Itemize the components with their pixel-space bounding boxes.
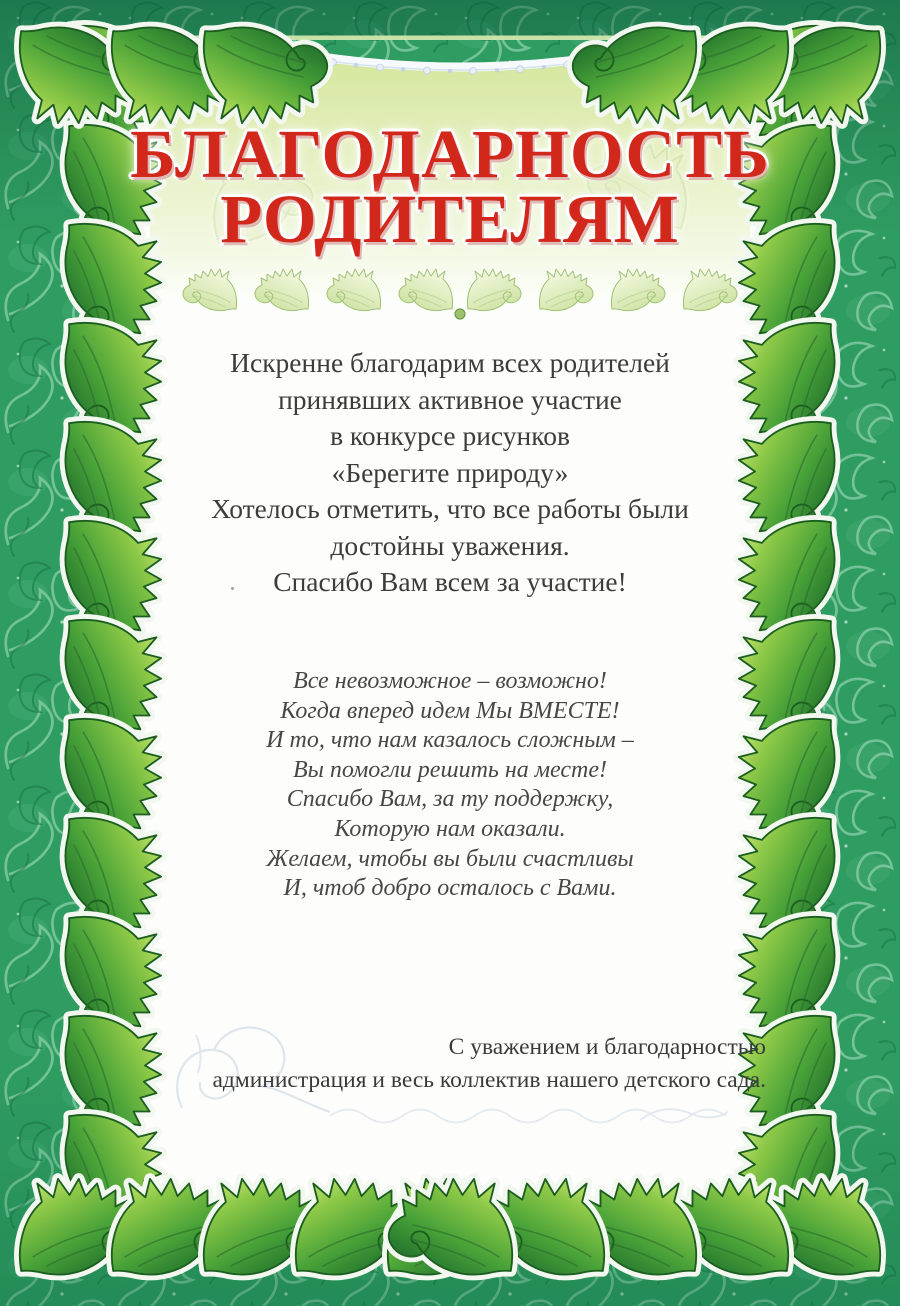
greeting-line: принявших активное участие	[278, 383, 622, 415]
signature-line: С уважением и благодарностью	[448, 1034, 766, 1060]
poem-line: И то, что нам казалось сложным –	[266, 727, 634, 754]
poem-line: Спасибо Вам, за ту поддержку,	[286, 786, 614, 813]
poem-line: Желаем, чтобы вы были счастливы	[266, 845, 634, 872]
poem-line: Все невозможное – возможно!	[293, 668, 607, 694]
signature-line: администрация и весь коллектив нашего детского сада.	[212, 1067, 766, 1093]
stray-dot	[231, 587, 234, 590]
greeting-line: «Берегите природу»	[331, 456, 569, 488]
poem-line: И, чтоб добро осталось с Вами.	[283, 875, 617, 902]
poem-text	[150, 667, 750, 904]
signature-text	[206, 1031, 766, 1097]
poem-line: Вы помогли решить на месте!	[292, 756, 608, 783]
greeting-line: Спасибо Вам всем за участие!	[273, 566, 627, 597]
greeting-line: в конкурсе рисунков	[330, 420, 570, 451]
greeting-line: Искренне благодарим всех родителей	[230, 347, 670, 378]
poem-line: Когда вперед идем Мы ВМЕСТЕ!	[280, 697, 620, 724]
certificate-title	[0, 116, 900, 257]
title-line-1: БЛАГОДАРНОСТЬ	[130, 116, 770, 192]
greeting-line: достойны уважения.	[330, 529, 570, 561]
poem-line: Которую нам оказали.	[334, 815, 566, 842]
greeting-line: Хотелось отметить, что все работы были	[211, 493, 689, 524]
greeting-text	[120, 345, 780, 601]
title-line-2: РОДИТЕЛЯМ	[220, 181, 680, 257]
